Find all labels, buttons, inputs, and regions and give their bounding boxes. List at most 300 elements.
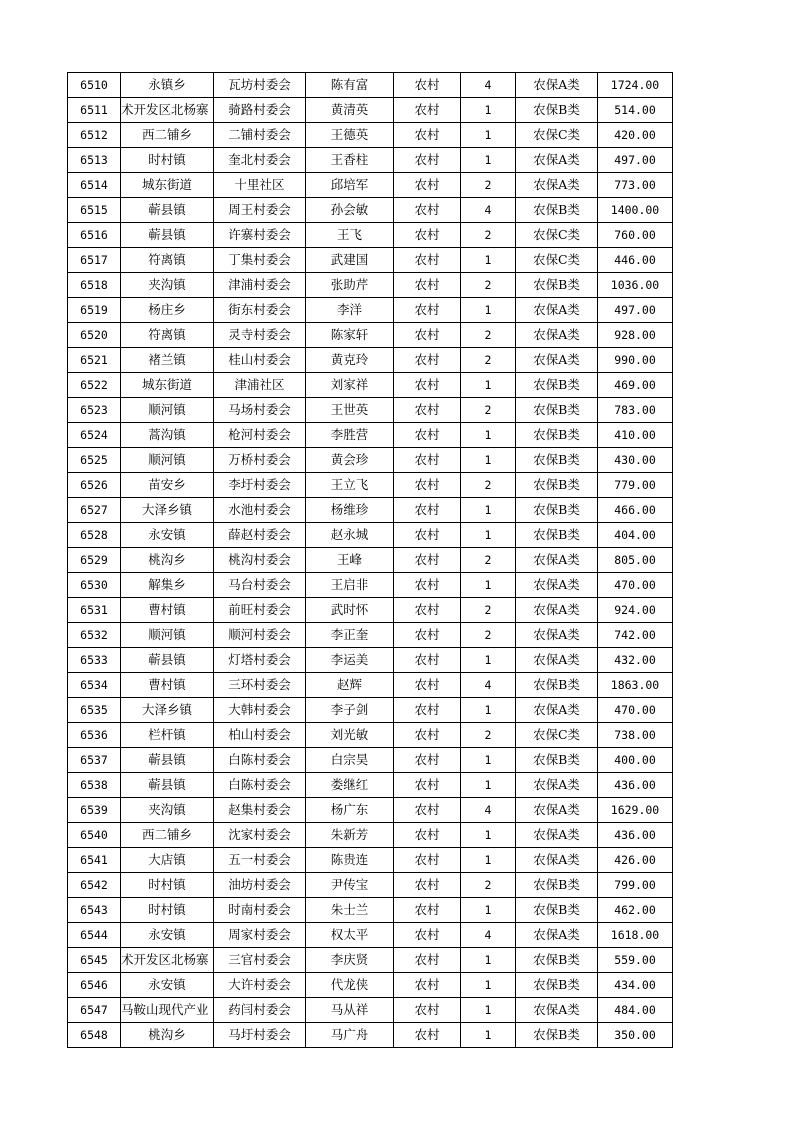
household-count-cell: 1 [461,123,516,148]
table-row [68,923,673,948]
town-cell: 永镇乡 [121,73,214,98]
amount-cell: 400.00 [598,748,673,773]
person-name-cell: 尹传宝 [306,873,394,898]
town-cell: 蕲县镇 [121,648,214,673]
row-id-cell: 6539 [68,798,121,823]
town-cell: 蕲县镇 [121,198,214,223]
person-name-cell: 李子剑 [306,698,394,723]
person-name-cell: 李洋 [306,298,394,323]
person-name-cell: 马从祥 [306,998,394,1023]
row-id-cell: 6540 [68,823,121,848]
person-name-cell: 李胜营 [306,423,394,448]
area-type-cell: 农村 [394,323,461,348]
insurance-category-cell: 农保B类 [516,373,598,398]
insurance-category-cell: 农保A类 [516,773,598,798]
person-name-cell: 王德英 [306,123,394,148]
area-type-cell: 农村 [394,448,461,473]
committee-cell: 大许村委会 [214,973,306,998]
table-row [68,523,673,548]
committee-cell: 万桥村委会 [214,448,306,473]
committee-cell: 时南村委会 [214,898,306,923]
row-id-cell: 6524 [68,423,121,448]
committee-cell: 许寨村委会 [214,223,306,248]
amount-cell: 470.00 [598,698,673,723]
person-name-cell: 张助芹 [306,273,394,298]
town-cell: 蕲县镇 [121,773,214,798]
household-count-cell: 2 [461,548,516,573]
household-count-cell: 2 [461,873,516,898]
amount-cell: 924.00 [598,598,673,623]
row-id-cell: 6541 [68,848,121,873]
insurance-category-cell: 农保A类 [516,548,598,573]
table-row [68,723,673,748]
area-type-cell: 农村 [394,198,461,223]
household-count-cell: 1 [461,948,516,973]
amount-cell: 1618.00 [598,923,673,948]
amount-cell: 430.00 [598,448,673,473]
person-name-cell: 李庆贤 [306,948,394,973]
table-row [68,948,673,973]
area-type-cell: 农村 [394,148,461,173]
row-id-cell: 6535 [68,698,121,723]
town-cell: 马鞍山现代产业 [121,998,214,1023]
household-count-cell: 1 [461,423,516,448]
insurance-category-cell: 农保B类 [516,198,598,223]
person-name-cell: 孙会敏 [306,198,394,223]
household-count-cell: 4 [461,923,516,948]
table-row [68,173,673,198]
table-row [68,248,673,273]
town-cell: 符离镇 [121,323,214,348]
row-id-cell: 6515 [68,198,121,223]
committee-cell: 奎北村委会 [214,148,306,173]
area-type-cell: 农村 [394,948,461,973]
committee-cell: 白陈村委会 [214,773,306,798]
insurance-category-cell: 农保B类 [516,473,598,498]
amount-cell: 783.00 [598,398,673,423]
row-id-cell: 6546 [68,973,121,998]
area-type-cell: 农村 [394,423,461,448]
committee-cell: 赵集村委会 [214,798,306,823]
amount-cell: 1629.00 [598,798,673,823]
town-cell: 蕲县镇 [121,223,214,248]
amount-cell: 742.00 [598,623,673,648]
committee-cell: 灯塔村委会 [214,648,306,673]
table-row [68,998,673,1023]
town-cell: 苗安乡 [121,473,214,498]
committee-cell: 三官村委会 [214,948,306,973]
amount-cell: 514.00 [598,98,673,123]
town-cell: 顺河镇 [121,448,214,473]
insurance-category-cell: 农保A类 [516,148,598,173]
committee-cell: 前旺村委会 [214,598,306,623]
area-type-cell: 农村 [394,673,461,698]
amount-cell: 462.00 [598,898,673,923]
row-id-cell: 6518 [68,273,121,298]
household-count-cell: 2 [461,398,516,423]
amount-cell: 990.00 [598,348,673,373]
row-id-cell: 6514 [68,173,121,198]
person-name-cell: 赵永城 [306,523,394,548]
area-type-cell: 农村 [394,923,461,948]
table-row [68,473,673,498]
amount-cell: 484.00 [598,998,673,1023]
committee-cell: 薛赵村委会 [214,523,306,548]
amount-cell: 928.00 [598,323,673,348]
area-type-cell: 农村 [394,123,461,148]
committee-cell: 柏山村委会 [214,723,306,748]
person-name-cell: 杨维珍 [306,498,394,523]
row-id-cell: 6528 [68,523,121,548]
insurance-category-cell: 农保A类 [516,623,598,648]
insurance-category-cell: 农保A类 [516,173,598,198]
area-type-cell: 农村 [394,1023,461,1048]
household-count-cell: 1 [461,148,516,173]
area-type-cell: 农村 [394,398,461,423]
town-cell: 夹沟镇 [121,798,214,823]
row-id-cell: 6519 [68,298,121,323]
committee-cell: 二铺村委会 [214,123,306,148]
amount-cell: 738.00 [598,723,673,748]
insurance-category-cell: 农保B类 [516,948,598,973]
committee-cell: 马场村委会 [214,398,306,423]
insurance-category-cell: 农保A类 [516,848,598,873]
insurance-category-cell: 农保C类 [516,123,598,148]
table-row [68,298,673,323]
area-type-cell: 农村 [394,748,461,773]
amount-cell: 420.00 [598,123,673,148]
area-type-cell: 农村 [394,473,461,498]
area-type-cell: 农村 [394,698,461,723]
area-type-cell: 农村 [394,998,461,1023]
area-type-cell: 农村 [394,648,461,673]
table-row [68,573,673,598]
committee-cell: 李圩村委会 [214,473,306,498]
insurance-category-cell: 农保B类 [516,523,598,548]
person-name-cell: 黄清英 [306,98,394,123]
town-cell: 夹沟镇 [121,273,214,298]
area-type-cell: 农村 [394,823,461,848]
row-id-cell: 6526 [68,473,121,498]
town-cell: 永安镇 [121,973,214,998]
area-type-cell: 农村 [394,573,461,598]
table-row [68,348,673,373]
person-name-cell: 王飞 [306,223,394,248]
household-count-cell: 4 [461,198,516,223]
table-row [68,73,673,98]
row-id-cell: 6527 [68,498,121,523]
table-row [68,423,673,448]
amount-cell: 404.00 [598,523,673,548]
table-row [68,323,673,348]
town-cell: 永安镇 [121,923,214,948]
household-count-cell: 1 [461,523,516,548]
area-type-cell: 农村 [394,248,461,273]
row-id-cell: 6517 [68,248,121,273]
amount-cell: 432.00 [598,648,673,673]
area-type-cell: 农村 [394,873,461,898]
row-id-cell: 6516 [68,223,121,248]
committee-cell: 顺河村委会 [214,623,306,648]
insurance-category-cell: 农保B类 [516,673,598,698]
town-cell: 城东街道 [121,173,214,198]
table-row [68,373,673,398]
committee-cell: 沈家村委会 [214,823,306,848]
committee-cell: 周王村委会 [214,198,306,223]
household-count-cell: 2 [461,223,516,248]
person-name-cell: 陈贵连 [306,848,394,873]
row-id-cell: 6511 [68,98,121,123]
area-type-cell: 农村 [394,498,461,523]
person-name-cell: 王世英 [306,398,394,423]
committee-cell: 马台村委会 [214,573,306,598]
table-row [68,98,673,123]
town-cell: 西二铺乡 [121,823,214,848]
household-count-cell: 1 [461,1023,516,1048]
insurance-category-cell: 农保B类 [516,448,598,473]
committee-cell: 丁集村委会 [214,248,306,273]
row-id-cell: 6522 [68,373,121,398]
person-name-cell: 朱新芳 [306,823,394,848]
town-cell: 顺河镇 [121,623,214,648]
row-id-cell: 6521 [68,348,121,373]
household-count-cell: 4 [461,673,516,698]
household-count-cell: 1 [461,498,516,523]
person-name-cell: 白宗昊 [306,748,394,773]
table-row [68,698,673,723]
table-row [68,798,673,823]
person-name-cell: 邱培军 [306,173,394,198]
amount-cell: 1036.00 [598,273,673,298]
area-type-cell: 农村 [394,623,461,648]
amount-cell: 779.00 [598,473,673,498]
table-row [68,598,673,623]
person-name-cell: 权太平 [306,923,394,948]
row-id-cell: 6544 [68,923,121,948]
household-count-cell: 1 [461,773,516,798]
household-count-cell: 1 [461,373,516,398]
town-cell: 蕲县镇 [121,748,214,773]
person-name-cell: 武时怀 [306,598,394,623]
household-count-cell: 2 [461,598,516,623]
row-id-cell: 6534 [68,673,121,698]
household-count-cell: 1 [461,98,516,123]
amount-cell: 1863.00 [598,673,673,698]
household-count-cell: 1 [461,848,516,873]
town-cell: 城东街道 [121,373,214,398]
amount-cell: 436.00 [598,773,673,798]
household-count-cell: 4 [461,73,516,98]
amount-cell: 426.00 [598,848,673,873]
amount-cell: 470.00 [598,573,673,598]
amount-cell: 805.00 [598,548,673,573]
amount-cell: 799.00 [598,873,673,898]
person-name-cell: 王启非 [306,573,394,598]
amount-cell: 1400.00 [598,198,673,223]
table-row [68,673,673,698]
table-row [68,748,673,773]
insurance-category-cell: 农保A类 [516,298,598,323]
amount-cell: 469.00 [598,373,673,398]
records-table [67,72,673,1048]
committee-cell: 大韩村委会 [214,698,306,723]
insurance-category-cell: 农保B类 [516,973,598,998]
insurance-category-cell: 农保A类 [516,323,598,348]
row-id-cell: 6542 [68,873,121,898]
person-name-cell: 黄克玲 [306,348,394,373]
table-row [68,198,673,223]
household-count-cell: 1 [461,898,516,923]
amount-cell: 410.00 [598,423,673,448]
town-cell: 永安镇 [121,523,214,548]
committee-cell: 桃沟村委会 [214,548,306,573]
insurance-category-cell: 农保A类 [516,698,598,723]
area-type-cell: 农村 [394,898,461,923]
committee-cell: 周家村委会 [214,923,306,948]
area-type-cell: 农村 [394,723,461,748]
household-count-cell: 2 [461,623,516,648]
person-name-cell: 刘家祥 [306,373,394,398]
person-name-cell: 赵辉 [306,673,394,698]
household-count-cell: 1 [461,698,516,723]
table-row [68,123,673,148]
amount-cell: 434.00 [598,973,673,998]
household-count-cell: 1 [461,573,516,598]
town-cell: 蒿沟镇 [121,423,214,448]
household-count-cell: 1 [461,998,516,1023]
committee-cell: 药闫村委会 [214,998,306,1023]
town-cell: 杨庄乡 [121,298,214,323]
table-row [68,498,673,523]
town-cell: 顺河镇 [121,398,214,423]
table-row [68,873,673,898]
household-count-cell: 1 [461,448,516,473]
household-count-cell: 1 [461,648,516,673]
row-id-cell: 6530 [68,573,121,598]
household-count-cell: 2 [461,173,516,198]
person-name-cell: 娄继红 [306,773,394,798]
area-type-cell: 农村 [394,373,461,398]
table-body [68,73,673,1048]
amount-cell: 350.00 [598,1023,673,1048]
row-id-cell: 6537 [68,748,121,773]
row-id-cell: 6512 [68,123,121,148]
person-name-cell: 王峰 [306,548,394,573]
table-row [68,648,673,673]
person-name-cell: 陈家轩 [306,323,394,348]
row-id-cell: 6531 [68,598,121,623]
committee-cell: 白陈村委会 [214,748,306,773]
row-id-cell: 6520 [68,323,121,348]
row-id-cell: 6510 [68,73,121,98]
row-id-cell: 6513 [68,148,121,173]
person-name-cell: 刘光敏 [306,723,394,748]
household-count-cell: 4 [461,798,516,823]
table-row [68,548,673,573]
row-id-cell: 6529 [68,548,121,573]
row-id-cell: 6525 [68,448,121,473]
town-cell: 褚兰镇 [121,348,214,373]
committee-cell: 瓦坊村委会 [214,73,306,98]
insurance-category-cell: 农保B类 [516,498,598,523]
town-cell: 时村镇 [121,898,214,923]
town-cell: 大店镇 [121,848,214,873]
committee-cell: 街东村委会 [214,298,306,323]
committee-cell: 灵寺村委会 [214,323,306,348]
insurance-category-cell: 农保B类 [516,423,598,448]
town-cell: 时村镇 [121,148,214,173]
area-type-cell: 农村 [394,223,461,248]
insurance-category-cell: 农保B类 [516,898,598,923]
amount-cell: 497.00 [598,298,673,323]
town-cell: 术开发区北杨寨 [121,948,214,973]
insurance-category-cell: 农保C类 [516,223,598,248]
committee-cell: 五一村委会 [214,848,306,873]
row-id-cell: 6538 [68,773,121,798]
person-name-cell: 王立飞 [306,473,394,498]
insurance-category-cell: 农保C类 [516,248,598,273]
committee-cell: 水池村委会 [214,498,306,523]
area-type-cell: 农村 [394,523,461,548]
row-id-cell: 6545 [68,948,121,973]
person-name-cell: 陈有富 [306,73,394,98]
insurance-category-cell: 农保A类 [516,798,598,823]
amount-cell: 773.00 [598,173,673,198]
committee-cell: 骑路村委会 [214,98,306,123]
area-type-cell: 农村 [394,98,461,123]
committee-cell: 津浦社区 [214,373,306,398]
insurance-category-cell: 农保A类 [516,348,598,373]
table-row [68,623,673,648]
insurance-category-cell: 农保B类 [516,98,598,123]
table-row [68,973,673,998]
person-name-cell: 代龙侠 [306,973,394,998]
committee-cell: 桂山村委会 [214,348,306,373]
table-row [68,1023,673,1048]
table-row [68,273,673,298]
person-name-cell: 李正奎 [306,623,394,648]
insurance-category-cell: 农保B类 [516,273,598,298]
table-row [68,223,673,248]
household-count-cell: 2 [461,323,516,348]
household-count-cell: 2 [461,473,516,498]
committee-cell: 油坊村委会 [214,873,306,898]
town-cell: 栏杆镇 [121,723,214,748]
table-row [68,898,673,923]
household-count-cell: 1 [461,823,516,848]
person-name-cell: 武建国 [306,248,394,273]
person-name-cell: 李运美 [306,648,394,673]
person-name-cell: 王香柱 [306,148,394,173]
table-row [68,823,673,848]
amount-cell: 559.00 [598,948,673,973]
person-name-cell: 马广舟 [306,1023,394,1048]
town-cell: 时村镇 [121,873,214,898]
person-name-cell: 杨广东 [306,798,394,823]
town-cell: 术开发区北杨寨 [121,98,214,123]
amount-cell: 497.00 [598,148,673,173]
town-cell: 大泽乡镇 [121,498,214,523]
person-name-cell: 朱士兰 [306,898,394,923]
town-cell: 曹村镇 [121,598,214,623]
household-count-cell: 1 [461,748,516,773]
insurance-category-cell: 农保A类 [516,823,598,848]
person-name-cell: 黄会珍 [306,448,394,473]
amount-cell: 1724.00 [598,73,673,98]
town-cell: 桃沟乡 [121,1023,214,1048]
committee-cell: 马圩村委会 [214,1023,306,1048]
area-type-cell: 农村 [394,348,461,373]
